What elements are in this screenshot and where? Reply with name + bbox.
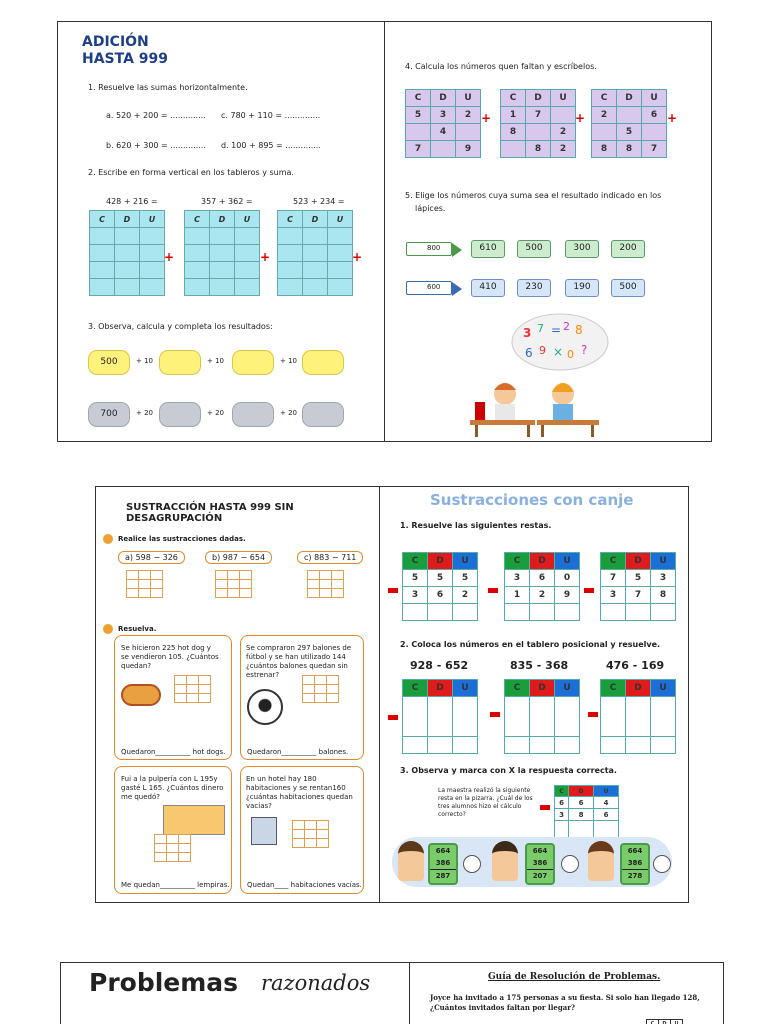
op-c: c) 883 − 711 [297, 551, 363, 564]
teacher-text: La maestra realizó la siguiente resta en la pizarra. ¿Cuál de los tres alumnos hizo el cálculo correcto? [438, 787, 533, 818]
step-1-icon [103, 534, 113, 544]
plus-sign: + [260, 250, 271, 264]
sum-a: a. 520 + 200 = .............. [106, 111, 206, 120]
answer-option-circle-3[interactable] [653, 855, 671, 873]
page-title: SUSTRACCIÓN HASTA 999 SIN DESAGRUPACIÓN [126, 502, 294, 524]
cdu-table-1[interactable]: C D U 5 3 2 4 7 9 [405, 89, 481, 158]
page-subtitle: razonados [261, 971, 371, 995]
option-410[interactable]: 410 [471, 279, 505, 297]
soccer-ball-icon [247, 689, 283, 725]
sum-c: c. 780 + 110 = .............. [221, 111, 321, 120]
option-610[interactable]: 610 [471, 240, 505, 258]
page-title: Problemas [89, 968, 239, 997]
empty-board-3[interactable]: C D U [600, 679, 676, 754]
student-2-avatar [492, 841, 518, 881]
cdu-table-2[interactable]: C D U 1 7 8 2 8 2 [500, 89, 576, 158]
problem-hotdog: Se hicieron 225 hot dog y se vendieron 105. ¿Cuántos quedan? Quedaron__________ hot dogs. [114, 635, 232, 760]
problem-hotel: En un hotel hay 180 habitaciones y se rentan160 ¿cuántas habitaciones quedan vacías? Quedan____ habitaciones vacías. [240, 766, 364, 894]
option-300[interactable]: 300 [565, 240, 599, 258]
resta-board-3[interactable]: C D U 7 5 3 3 7 8 [600, 552, 676, 621]
minus-sign [388, 715, 398, 720]
op-1: 428 + 216 = [106, 197, 158, 206]
plus-sign: + [164, 250, 175, 264]
step-2-icon [103, 624, 113, 634]
answer-box[interactable] [302, 402, 344, 427]
problem-pulperia: Fui a la pulpería con L 195y gasté L 165. ¿Cuántos dinero me quedó? Me quedan__________ lempiras. [114, 766, 232, 894]
svg-text:7: 7 [537, 322, 544, 335]
problem-grid-1[interactable] [174, 675, 211, 703]
op-b: b) 987 − 654 [205, 551, 272, 564]
pencil-tip-icon [452, 282, 462, 296]
pencil-tip-icon [452, 243, 462, 257]
pencil-800: 800 [406, 242, 452, 256]
step-label: + 20 [136, 409, 153, 417]
option-500[interactable]: 500 [611, 279, 645, 297]
kids-math-illustration [465, 312, 635, 437]
student-3-avatar [588, 841, 614, 881]
page-title: Sustracciones con canje [430, 491, 634, 509]
sub-grid-a[interactable] [126, 570, 163, 598]
answer-card-3: 664 386 278 [620, 843, 650, 885]
op-2: 835 - 368 [510, 659, 569, 672]
plus-sign: + [667, 111, 678, 125]
svg-text:?: ? [581, 343, 588, 357]
step-label: + 10 [136, 357, 153, 365]
mini-cdu-table[interactable]: C D U [646, 1019, 683, 1024]
op-2: 357 + 362 = [201, 197, 253, 206]
pencil-600: 600 [406, 281, 452, 295]
option-230[interactable]: 230 [517, 279, 551, 297]
svg-text:8: 8 [575, 323, 583, 337]
answer-option-circle-2[interactable] [561, 855, 579, 873]
resta-board-1[interactable]: C D U 5 5 5 3 6 2 [402, 552, 478, 621]
worksheet-faltantes [384, 21, 712, 442]
empty-board-2[interactable]: C D U [504, 679, 580, 754]
sub-grid-b[interactable] [215, 570, 252, 598]
addition-board-3[interactable]: C D U [277, 210, 353, 296]
answer-box[interactable] [159, 402, 201, 427]
option-500[interactable]: 500 [517, 240, 551, 258]
svg-text:2: 2 [563, 320, 570, 333]
question-3: 3. Observa, calcula y completa los resultados: [88, 322, 273, 331]
svg-text:9: 9 [539, 344, 546, 357]
worksheet-guia [409, 962, 724, 1024]
plus-sign: + [575, 111, 586, 125]
worksheet-sustraccion [95, 486, 380, 903]
step-label: + 20 [280, 409, 297, 417]
question-4: 4. Calcula los números quen faltan y escríbelos. [405, 62, 597, 71]
op-a: a) 598 − 326 [118, 551, 185, 564]
answer-option-circle-1[interactable] [463, 855, 481, 873]
op-1: 928 - 652 [410, 659, 469, 672]
answer-card-2: 664 386 207 [525, 843, 555, 885]
answer-box[interactable] [232, 350, 274, 375]
svg-text:=: = [551, 323, 562, 337]
option-200[interactable]: 200 [611, 240, 645, 258]
hotdog-icon [121, 684, 161, 706]
guide-title: Guía de Resolución de Problemas. [488, 972, 661, 982]
addition-board-2[interactable]: C D U [184, 210, 260, 296]
store-icon [163, 805, 225, 835]
question-2: 2. Escribe en forma vertical en los tableros y suma. [88, 168, 294, 177]
sequence-start-500: 500 [88, 350, 130, 375]
question-5: 5. Elige los números cuya suma sea el resultado indicado en los lápices. [405, 191, 662, 213]
hotel-icon [251, 817, 277, 845]
svg-text:3: 3 [523, 326, 532, 340]
op-3: 476 - 169 [606, 659, 665, 672]
cdu-table-3[interactable]: C D U 2 6 5 8 8 7 [591, 89, 667, 158]
svg-text:×: × [553, 345, 564, 359]
student-1-avatar [398, 841, 424, 881]
worksheet-adicion [57, 21, 385, 442]
op-3: 523 + 234 = [293, 197, 345, 206]
question-2: Resuelva. [118, 625, 157, 633]
question-1: 1. Resuelve las sumas horizontalmente. [88, 83, 248, 92]
minus-sign [584, 588, 594, 593]
answer-box[interactable] [232, 402, 274, 427]
problem-grid-4[interactable] [292, 820, 329, 848]
worksheet-canje [379, 486, 689, 903]
question-2: 2. Coloca los números en el tablero posicional y resuelve. [400, 640, 661, 649]
plus-sign: + [481, 111, 492, 125]
sum-b: b. 620 + 300 = .............. [106, 141, 206, 150]
answer-box[interactable] [159, 350, 201, 375]
minus-sign [490, 712, 500, 717]
sum-d: d. 100 + 895 = .............. [221, 141, 321, 150]
minus-sign [488, 588, 498, 593]
problem-grid-3[interactable] [154, 834, 191, 862]
question-3: 3. Observa y marca con X la respuesta correcta. [400, 766, 617, 775]
sequence-start-700: 700 [88, 402, 130, 427]
svg-text:6: 6 [525, 346, 533, 360]
addition-board-1[interactable]: C D U [89, 210, 165, 296]
svg-text:0: 0 [567, 348, 574, 361]
guide-text: Joyce ha invitado a 175 personas a su fiesta. Si solo han llegado 128, ¿Cuántos invitados faltan por llegar? [430, 993, 700, 1012]
step-label: + 10 [280, 357, 297, 365]
minus-sign [540, 805, 550, 810]
step-label: + 10 [207, 357, 224, 365]
problem-balones: Se compraron 297 balones de fútbol y se han utilizado 144 ¿cuántos balones quedan sin estrenar? Quedaron__________ balones. [240, 635, 364, 760]
answer-box[interactable] [302, 350, 344, 375]
sub-grid-c[interactable] [307, 570, 344, 598]
answer-card-1: 664 386 287 [428, 843, 458, 885]
worksheet-problemas [60, 962, 410, 1024]
plus-sign: + [352, 250, 363, 264]
teacher-board: C D U 6 6 4 3 8 6 [554, 785, 619, 838]
problem-grid-2[interactable] [302, 675, 339, 703]
step-label: + 20 [207, 409, 224, 417]
question-1: 1. Resuelve las siguientes restas. [400, 521, 552, 530]
page-title: ADICIÓN HASTA 999 [82, 34, 169, 67]
option-190[interactable]: 190 [565, 279, 599, 297]
minus-sign [588, 712, 598, 717]
question-1: Realice las sustracciones dadas. [118, 535, 246, 543]
minus-sign [388, 588, 398, 593]
empty-board-1[interactable]: C D U [402, 679, 478, 754]
resta-board-2[interactable]: C D U 3 6 0 1 2 9 [504, 552, 580, 621]
